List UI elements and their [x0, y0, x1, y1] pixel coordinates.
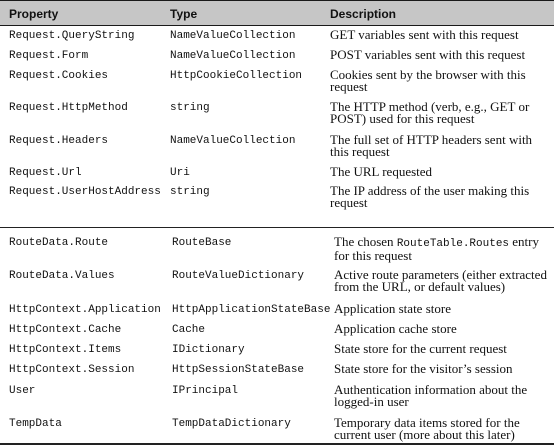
description-cell: Cookies sent by the browser with this request — [330, 67, 526, 94]
property-cell: Request.Url — [9, 167, 82, 179]
description-cell: Application state store — [334, 301, 451, 316]
type-cell: RouteBase — [172, 237, 232, 249]
property-cell: HttpContext.Cache — [9, 324, 122, 336]
header-property: Property — [9, 7, 59, 21]
property-cell: User — [9, 385, 36, 397]
description-cell: The HTTP method (verb, e.g., GET or POST) used for this request — [330, 99, 530, 126]
group-separator — [0, 227, 554, 228]
type-cell: string — [170, 102, 210, 114]
property-cell: RouteData.Values — [9, 270, 115, 282]
description-cell: Temporary data items stored for the current user (more about this later) — [334, 415, 520, 442]
description-cell: The IP address of the user making this request — [330, 183, 530, 210]
property-cell: Request.Form — [9, 50, 89, 62]
table-bottom-rule — [0, 443, 554, 445]
type-cell: Cache — [172, 324, 206, 336]
type-cell: HttpSessionStateBase — [172, 364, 305, 376]
header-description: Description — [330, 7, 397, 21]
type-cell: IDictionary — [172, 344, 245, 356]
type-cell: HttpApplicationStateBase — [172, 304, 331, 316]
description-cell: Authentication information about the logged-in user — [334, 382, 528, 409]
description-cell: Active route parameters (either extracted from the URL, or default values) — [334, 267, 547, 294]
description-cell: The URL requested — [330, 164, 433, 179]
description-cell: GET variables sent with this request — [330, 27, 519, 42]
property-cell: HttpContext.Items — [9, 344, 122, 356]
property-cell: RouteData.Route — [9, 237, 109, 249]
route-table-code: RouteTable.Routes — [396, 238, 510, 250]
type-cell: NameValueCollection — [170, 50, 296, 62]
type-cell: RouteValueDictionary — [172, 270, 305, 282]
header-type: Type — [170, 7, 198, 21]
type-cell: NameValueCollection — [170, 135, 296, 147]
property-cell: Request.HttpMethod — [9, 102, 128, 114]
type-cell: TempDataDictionary — [172, 418, 291, 430]
property-cell: TempData — [9, 418, 62, 430]
description-cell: State store for the current request — [334, 341, 507, 356]
property-cell: HttpContext.Session — [9, 364, 135, 376]
property-cell: Request.Cookies — [9, 70, 109, 82]
property-cell: Request.UserHostAddress — [9, 186, 161, 198]
description-cell: Application cache store — [334, 321, 457, 336]
type-cell: NameValueCollection — [170, 30, 296, 42]
description-cell: The chosen RouteTable.Routes entry for this request — [334, 234, 539, 263]
description-cell: The full set of HTTP headers sent with this request — [330, 132, 533, 159]
type-cell: string — [170, 186, 210, 198]
type-cell: HttpCookieCollection — [170, 70, 303, 82]
description-cell: State store for the visitor’s session — [334, 361, 513, 376]
table-header — [0, 0, 554, 26]
type-cell: IPrincipal — [172, 385, 239, 397]
description-cell: POST variables sent with this request — [330, 47, 526, 62]
property-cell: Request.QueryString — [9, 30, 135, 42]
type-cell: Uri — [170, 167, 190, 179]
property-cell: HttpContext.Application — [9, 304, 161, 316]
property-cell: Request.Headers — [9, 135, 109, 147]
